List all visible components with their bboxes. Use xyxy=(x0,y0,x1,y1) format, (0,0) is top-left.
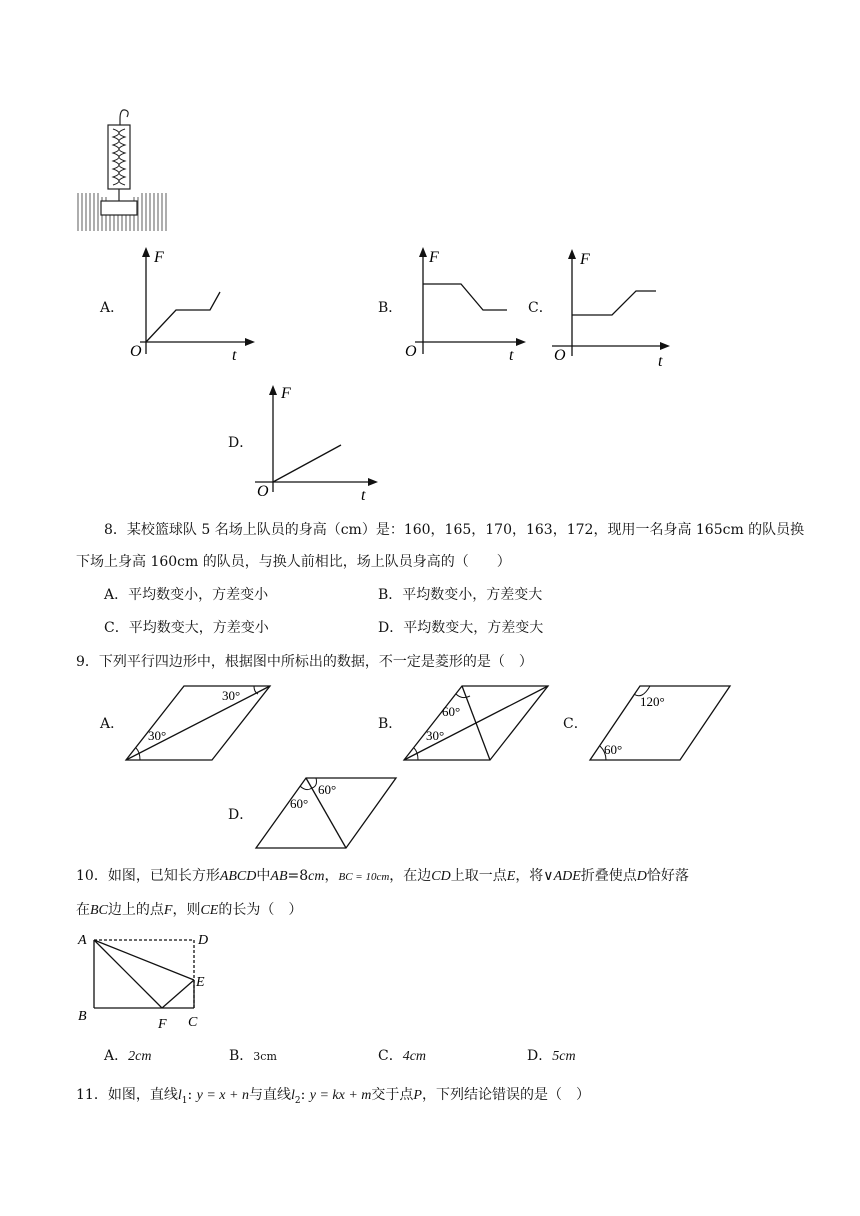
rhombus-figure-c xyxy=(584,680,736,766)
angle-label: 120° xyxy=(640,694,665,709)
angle-label: 60° xyxy=(290,796,309,811)
q8-option-d: D．平均数变大，方差变大 xyxy=(378,620,544,636)
q10-line2: 在BC边上的点F，则CE的长为（ ） xyxy=(76,902,303,918)
q9-option-b-label: B． xyxy=(378,716,403,732)
axis-t-label: t xyxy=(658,353,663,368)
origin-label: O xyxy=(257,483,269,500)
axis-t-label: t xyxy=(361,487,366,502)
axis-f-label: F xyxy=(580,251,590,268)
axis-f-label: F xyxy=(281,385,291,402)
graph-a xyxy=(128,242,258,364)
q8-option-c: C．平均数变大，方差变小 xyxy=(104,620,269,636)
origin-label: O xyxy=(130,343,142,360)
point-c: C xyxy=(188,1015,198,1030)
q8-line1: 8．某校篮球队 5 名场上队员的身高（cm）是：160，165，170，163，172，现用一名身高 165cm 的队员换 xyxy=(104,522,805,538)
option-b-label: B． xyxy=(378,300,403,316)
q10-option-d: D．5cm xyxy=(527,1048,576,1064)
option-a-label: A． xyxy=(100,300,125,316)
origin-label: O xyxy=(405,343,417,360)
angle-label: 60° xyxy=(318,782,337,797)
q9-option-c-label: C． xyxy=(563,716,588,732)
q8-line2: 下场上身高 160cm 的队员，与换人前相比，场上队员身高的（ ） xyxy=(76,554,511,570)
axis-f-label: F xyxy=(154,249,164,266)
angle-label: 60° xyxy=(442,704,461,719)
q8-option-a: A．平均数变小，方差变小 xyxy=(104,587,269,603)
q10-option-a: A．2cm xyxy=(104,1048,152,1064)
q8-option-b: B．平均数变小，方差变大 xyxy=(378,587,543,603)
q11-stem: 11．如图，直线$l_1$: y = x + n与直线$l_2$: y = kx + m交于点P，下列结论错误的是（ ） xyxy=(76,1087,590,1106)
q10-option-c: C．4cm xyxy=(378,1048,427,1064)
angle-label: 30° xyxy=(426,728,445,743)
rhombus-figure-b xyxy=(398,680,558,766)
point-f: F xyxy=(158,1017,167,1032)
point-d: D xyxy=(198,933,209,948)
axis-t-label: t xyxy=(232,347,237,364)
angle-label: 30° xyxy=(148,728,167,743)
point-b: B xyxy=(78,1009,87,1024)
graph-c xyxy=(552,242,682,368)
rectangle-fold-figure xyxy=(74,928,214,1034)
q9-stem: 9．下列平行四边形中，根据图中所标出的数据，不一定是菱形的是（ ） xyxy=(76,654,533,670)
graph-d xyxy=(255,378,385,502)
angle-label: 60° xyxy=(604,742,623,757)
rhombus-figure-a xyxy=(120,680,280,766)
rhombus-figure-d xyxy=(250,772,402,854)
q9-option-d-label: D． xyxy=(228,807,254,823)
spring-apparatus-figure xyxy=(75,105,175,233)
point-a: A xyxy=(78,933,87,948)
point-e: E xyxy=(196,975,205,990)
option-c-label: C． xyxy=(528,300,553,316)
axis-t-label: t xyxy=(509,347,514,364)
q10-option-b: B．3cm xyxy=(229,1048,277,1064)
axis-f-label: F xyxy=(429,249,439,266)
origin-label: O xyxy=(554,347,566,364)
angle-label: 30° xyxy=(222,688,241,703)
option-d-label: D． xyxy=(228,435,254,451)
q9-option-a-label: A． xyxy=(100,716,125,732)
graph-b xyxy=(403,242,533,364)
q10-line1: 10．如图，已知长方形ABCD中AB=8cm，BC = 10cm，在边CD上取一点E，将∨ADE折叠使点D恰好落 xyxy=(76,868,689,884)
